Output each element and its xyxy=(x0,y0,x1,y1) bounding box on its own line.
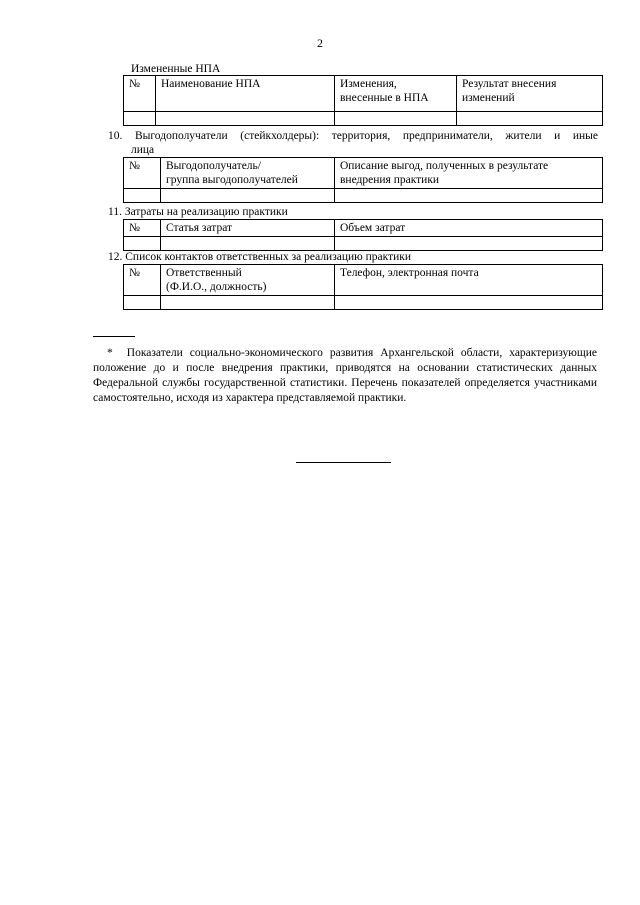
header-cell: № xyxy=(124,158,161,189)
empty-cell xyxy=(335,189,603,203)
closing-rule xyxy=(296,462,391,463)
empty-cell xyxy=(124,296,161,310)
header-line: Описание выгод, полученных в результате xyxy=(340,160,549,172)
header-cell: № xyxy=(124,220,161,237)
header-cell: Статья затрат xyxy=(161,220,335,237)
table-empty-row xyxy=(124,112,603,126)
header-line: внедрения практики xyxy=(340,174,440,186)
empty-cell xyxy=(335,237,603,251)
header-cell xyxy=(161,158,335,189)
header-cell xyxy=(335,158,603,189)
empty-cell xyxy=(161,296,335,310)
section-title-line: Список контактов ответственных за реализацию практики xyxy=(125,251,412,263)
header-line: Ответственный xyxy=(166,267,242,279)
section-number: 10. xyxy=(108,130,123,142)
section-title-line: Выгодополучатели (стейкхолдеры): территория, предприниматели, жители и иные xyxy=(134,130,598,142)
header-line: внесенные в НПА xyxy=(340,92,429,104)
contacts-section-title xyxy=(108,250,411,264)
header-cell: Телефон, электронная почта xyxy=(335,265,603,296)
costs-table xyxy=(123,219,603,251)
section-number: 11. xyxy=(108,206,122,218)
npa-section-title: Измененные НПА xyxy=(131,63,221,75)
costs-section-title xyxy=(108,205,288,219)
header-cell: Объем затрат xyxy=(335,220,603,237)
footnote-separator xyxy=(93,336,135,337)
section-title-line: Затраты на реализацию практики xyxy=(124,206,288,218)
footnote-text: Показатели социально-экономического развития Архангельской области, характеризующие положение до и после внедрения практики, приводятся на основании статистических данных Федеральной службы государственной статистики. Перечень показателей определяется участниками самостоятельно, исходя из характера представляемой практики. xyxy=(93,347,598,404)
header-line: группа выгодополучателей xyxy=(166,174,298,186)
header-line: (Ф.И.О., должность) xyxy=(166,281,267,293)
empty-cell xyxy=(124,112,156,126)
empty-cell xyxy=(124,189,161,203)
header-cell xyxy=(335,76,457,112)
empty-cell xyxy=(124,237,161,251)
header-line: Результат внесения xyxy=(462,78,557,90)
header-cell: № xyxy=(124,265,161,296)
header-line: Выгодополучатель/ xyxy=(166,160,261,172)
table-empty-row xyxy=(124,189,603,203)
section-number: 12. xyxy=(108,251,123,263)
contacts-table xyxy=(123,264,603,310)
footnote xyxy=(93,346,597,406)
page-number: 2 xyxy=(317,36,323,50)
empty-cell xyxy=(335,112,457,126)
header-line: изменений xyxy=(462,92,515,104)
header-cell: Наименование НПА xyxy=(156,76,335,112)
header-line: Изменения, xyxy=(340,78,397,90)
empty-cell xyxy=(161,189,335,203)
beneficiaries-section-title xyxy=(108,129,598,143)
header-cell: № xyxy=(124,76,156,112)
header-cell xyxy=(161,265,335,296)
header-cell xyxy=(457,76,603,112)
beneficiaries-table xyxy=(123,157,603,203)
empty-cell xyxy=(161,237,335,251)
table-header-row xyxy=(124,220,603,237)
empty-cell xyxy=(156,112,335,126)
footnote-mark: * xyxy=(107,347,113,359)
table-header-row xyxy=(124,76,603,112)
beneficiaries-section-title-cont: лица xyxy=(131,144,155,156)
npa-table xyxy=(123,75,603,126)
empty-cell xyxy=(457,112,603,126)
empty-cell xyxy=(335,296,603,310)
table-empty-row xyxy=(124,296,603,310)
table-header-row xyxy=(124,265,603,296)
table-empty-row xyxy=(124,237,603,251)
table-header-row xyxy=(124,158,603,189)
